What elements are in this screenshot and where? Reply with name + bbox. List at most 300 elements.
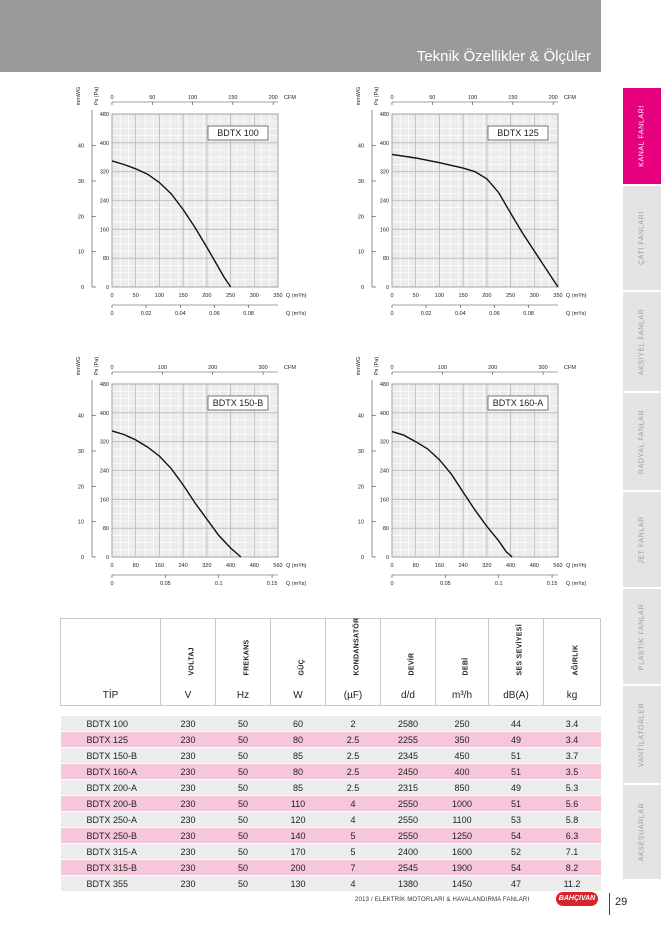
y-tick-pa: 400	[99, 140, 109, 147]
table-cell: 54	[489, 860, 544, 876]
y-tick-mmwg: 20	[77, 484, 84, 491]
side-tab-3[interactable]	[623, 393, 661, 492]
model-label: BDTX 125	[497, 128, 539, 138]
chart-bdtx-100	[70, 84, 306, 330]
table-cell: 2400	[381, 844, 436, 860]
x-axis-title-m3s: Q (m³/s)	[286, 581, 307, 587]
table-row	[61, 860, 601, 876]
x-tick-m3s: 0	[390, 311, 394, 317]
y-axis-title-mmwg: mmWG	[76, 86, 82, 106]
x-tick-m3h: 300	[249, 293, 259, 299]
side-tab-7[interactable]	[623, 785, 661, 881]
cfm-axis-title: CFM	[564, 95, 576, 101]
table-cell: 60	[271, 716, 326, 732]
x-tick-m3h: 400	[505, 563, 516, 569]
table-cell: 50	[216, 796, 271, 812]
x-tick-m3h: 400	[225, 563, 236, 569]
unit-v: V	[161, 685, 216, 706]
x-tick-cfm: 50	[149, 95, 156, 101]
table-cell: BDTX 160-A	[61, 764, 161, 780]
table-cell: 1900	[436, 860, 489, 876]
table-cell: 3.5	[544, 764, 601, 780]
x-tick-cfm: 100	[187, 95, 198, 101]
table-cell: 230	[161, 812, 216, 828]
y-tick-pa: 160	[379, 497, 389, 504]
x-tick-m3s: 0.08	[523, 311, 534, 317]
x-tick-m3s: 0.1	[214, 581, 223, 587]
table-cell: BDTX 200-B	[61, 796, 161, 812]
table-row	[61, 732, 601, 748]
unit-uf: (µF)	[326, 685, 381, 706]
y-tick-pa: 400	[379, 410, 389, 417]
x-tick-m3h: 160	[434, 563, 445, 569]
y-tick-mmwg: 30	[77, 448, 84, 455]
chart-svg	[70, 354, 306, 600]
x-tick-m3h: 350	[553, 293, 563, 299]
table-cell: 50	[216, 876, 271, 892]
y-tick-mmwg: 10	[77, 249, 84, 256]
y-axis-title-mmwg: mmWG	[356, 356, 362, 376]
table-cell: 120	[271, 812, 326, 828]
side-tab-label: PLASTİK FANLAR	[638, 603, 646, 670]
side-tab-6[interactable]	[623, 686, 661, 785]
x-tick-m3h: 0	[110, 293, 114, 299]
table-cell: 1250	[436, 828, 489, 844]
table-row	[61, 844, 601, 860]
table-cell: 2550	[381, 828, 436, 844]
table-cell: BDTX 315-B	[61, 860, 161, 876]
x-axis-title-m3s: Q (m³/s)	[566, 311, 587, 317]
table-cell: BDTX 125	[61, 732, 161, 748]
y-tick-pa: 0	[105, 555, 109, 561]
table-cell: 2545	[381, 860, 436, 876]
unit-dba: dB(A)	[489, 685, 544, 706]
chart-bdtx-125	[350, 84, 586, 330]
cfm-axis-title: CFM	[564, 365, 576, 371]
table-row	[61, 796, 601, 812]
x-tick-cfm: 0	[110, 365, 114, 371]
table-cell: 50	[216, 748, 271, 764]
header-devir: DEVİR	[381, 619, 436, 686]
table-cell: BDTX 250-B	[61, 828, 161, 844]
header-cell-blank	[61, 619, 161, 686]
page-number-divider	[609, 893, 610, 915]
x-tick-m3s: 0.05	[159, 581, 171, 587]
table-cell: 1000	[436, 796, 489, 812]
x-tick-m3h: 250	[505, 293, 516, 299]
x-tick-m3h: 50	[132, 293, 139, 299]
header-guc: GÜÇ	[271, 619, 326, 686]
x-tick-m3s: 0.04	[454, 311, 466, 317]
table-cell: 140	[271, 828, 326, 844]
table-cell: 50	[216, 844, 271, 860]
table-cell: 5	[326, 828, 381, 844]
side-tab-label: RADYAL FANLAR	[638, 409, 646, 474]
table-cell: 400	[436, 764, 489, 780]
y-axis-title-mmwg: mmWG	[356, 86, 362, 106]
unit-kg: kg	[544, 685, 601, 706]
unit-hz: Hz	[216, 685, 271, 706]
table-row	[61, 780, 601, 796]
table-cell: 4	[326, 876, 381, 892]
y-tick-mmwg: 30	[357, 178, 364, 185]
table-cell: 170	[271, 844, 326, 860]
y-axis-title-ps: Ps (Pa)	[374, 86, 380, 106]
header-voltaj: VOLTAJ	[161, 619, 216, 686]
table-cell: 230	[161, 732, 216, 748]
x-tick-cfm: 100	[467, 95, 478, 101]
table-cell: 230	[161, 844, 216, 860]
footer-text: 2013 / ELEKTRİK MOTORLARI & HAVALANDIRMA FANLARI	[355, 897, 530, 903]
model-label: BDTX 160-A	[492, 398, 544, 408]
x-tick-m3h: 80	[132, 563, 139, 569]
table-cell: 11.2	[544, 876, 601, 892]
x-tick-m3s: 0.02	[420, 311, 432, 317]
chart-svg	[350, 354, 586, 600]
y-axis-title-ps: Ps (Pa)	[94, 356, 100, 376]
table-cell: 54	[489, 828, 544, 844]
x-tick-cfm: 200	[548, 95, 558, 101]
y-tick-mmwg: 40	[77, 143, 84, 150]
table-cell: 450	[436, 748, 489, 764]
table-units-row	[61, 685, 601, 706]
x-tick-cfm: 300	[258, 365, 268, 371]
x-tick-cfm: 0	[390, 365, 394, 371]
table-cell: 2.5	[326, 764, 381, 780]
x-tick-m3s: 0.15	[266, 581, 278, 587]
y-tick-pa: 160	[99, 227, 109, 234]
table-cell: BDTX 100	[61, 716, 161, 732]
side-tab-label: KANAL FANLARI	[638, 105, 646, 167]
table-cell: 2.5	[326, 732, 381, 748]
x-tick-m3h: 0	[390, 563, 394, 569]
x-tick-cfm: 200	[268, 95, 278, 101]
table-cell: 4	[326, 796, 381, 812]
table-cell: 1380	[381, 876, 436, 892]
chart-bdtx-150-b	[70, 354, 306, 600]
table-cell: 49	[489, 732, 544, 748]
y-tick-mmwg: 30	[77, 178, 84, 185]
table-cell: 200	[271, 860, 326, 876]
y-tick-mmwg: 0	[360, 285, 364, 291]
x-tick-m3s: 0.15	[546, 581, 558, 587]
page-title: Teknik Özellikler & Ölçüler	[416, 48, 591, 65]
y-tick-mmwg: 0	[80, 285, 84, 291]
x-tick-m3h: 100	[154, 293, 165, 299]
y-tick-pa: 480	[379, 112, 389, 118]
table-cell: 50	[216, 860, 271, 876]
x-tick-cfm: 200	[208, 365, 218, 371]
y-tick-mmwg: 40	[357, 413, 364, 420]
table-cell: 5.8	[544, 812, 601, 828]
table-cell: 49	[489, 780, 544, 796]
x-axis-title-m3h: Q (m³/h)	[286, 293, 307, 299]
table-cell: 50	[216, 716, 271, 732]
y-tick-pa: 80	[102, 256, 109, 263]
table-cell: 50	[216, 780, 271, 796]
table-cell: 230	[161, 876, 216, 892]
y-tick-pa: 240	[379, 198, 389, 205]
table-cell: 80	[271, 764, 326, 780]
table-cell: 80	[271, 732, 326, 748]
x-tick-m3s: 0.1	[494, 581, 503, 587]
table-cell: 4	[326, 812, 381, 828]
y-tick-mmwg: 20	[77, 214, 84, 221]
y-tick-mmwg: 10	[77, 519, 84, 526]
unit-w: W	[271, 685, 326, 706]
side-tab-label: AKSİYEL FANLAR	[638, 308, 646, 375]
table-cell: 44	[489, 716, 544, 732]
table-cell: 230	[161, 860, 216, 876]
table-cell: 3.4	[544, 716, 601, 732]
table-cell: 7	[326, 860, 381, 876]
table-cell: 2315	[381, 780, 436, 796]
unit-tip: TİP	[61, 685, 161, 706]
y-tick-mmwg: 30	[357, 448, 364, 455]
y-axis-title-ps: Ps (Pa)	[374, 356, 380, 376]
x-tick-m3h: 80	[412, 563, 419, 569]
cfm-axis-title: CFM	[284, 365, 296, 371]
x-tick-m3h: 320	[202, 563, 212, 569]
y-tick-pa: 240	[99, 468, 109, 475]
x-tick-cfm: 0	[390, 95, 394, 101]
x-axis-title-m3h: Q (m³/h)	[566, 293, 587, 299]
unit-m3h: m³/h	[436, 685, 489, 706]
table-cell: 2580	[381, 716, 436, 732]
table-cell: 2345	[381, 748, 436, 764]
x-tick-m3h: 560	[273, 563, 283, 569]
x-axis-title-m3h: Q (m³/h)	[566, 563, 587, 569]
table-cell: 47	[489, 876, 544, 892]
x-tick-m3h: 100	[434, 293, 445, 299]
y-tick-pa: 320	[99, 169, 109, 176]
x-tick-m3h: 200	[202, 293, 212, 299]
x-tick-m3h: 150	[458, 293, 468, 299]
table-cell: 2450	[381, 764, 436, 780]
y-tick-mmwg: 40	[357, 143, 364, 150]
table-header-row	[61, 619, 601, 686]
table-cell: 110	[271, 796, 326, 812]
x-tick-m3s: 0.08	[243, 311, 254, 317]
unit-dd: d/d	[381, 685, 436, 706]
x-tick-cfm: 300	[538, 365, 548, 371]
y-tick-mmwg: 0	[80, 555, 84, 561]
y-tick-pa: 400	[379, 140, 389, 147]
x-tick-m3s: 0	[110, 581, 114, 587]
table-cell: 50	[216, 828, 271, 844]
side-tab-4[interactable]	[623, 492, 661, 589]
table-row	[61, 764, 601, 780]
page-number: 29	[615, 896, 628, 908]
table-cell: 2550	[381, 812, 436, 828]
side-tab-0[interactable]	[623, 88, 661, 186]
table-cell: 7.1	[544, 844, 601, 860]
x-tick-cfm: 0	[110, 95, 114, 101]
table-cell: 230	[161, 764, 216, 780]
x-tick-m3h: 50	[412, 293, 419, 299]
x-axis-title-m3h: Q (m³/h)	[286, 563, 307, 569]
table-cell: 85	[271, 780, 326, 796]
x-tick-m3h: 240	[458, 563, 468, 569]
y-tick-pa: 240	[379, 468, 389, 475]
x-tick-cfm: 100	[157, 365, 167, 371]
table-cell: 230	[161, 828, 216, 844]
y-tick-pa: 480	[99, 112, 109, 118]
x-tick-m3s: 0.06	[489, 311, 500, 317]
table-row	[61, 716, 601, 732]
side-tab-label: JET FANLAR	[638, 515, 646, 564]
chart-bdtx-160-a	[350, 354, 586, 600]
x-tick-m3h: 480	[249, 563, 259, 569]
table-row	[61, 828, 601, 844]
x-tick-cfm: 50	[429, 95, 436, 101]
table-cell: 250	[436, 716, 489, 732]
table-cell: 230	[161, 796, 216, 812]
table-cell: 50	[216, 764, 271, 780]
table-cell: 1450	[436, 876, 489, 892]
table-cell: 2550	[381, 796, 436, 812]
table-cell: 50	[216, 812, 271, 828]
side-tab-1[interactable]	[623, 186, 661, 292]
table-cell: 230	[161, 780, 216, 796]
y-tick-mmwg: 0	[360, 555, 364, 561]
side-tab-label: ÇATI FANLARI	[638, 211, 646, 265]
x-tick-m3s: 0.02	[140, 311, 152, 317]
x-tick-cfm: 150	[508, 95, 518, 101]
y-tick-pa: 0	[105, 285, 109, 291]
header-debi: DEBİ	[436, 619, 489, 686]
x-tick-m3h: 200	[482, 293, 492, 299]
y-tick-pa: 480	[379, 382, 389, 388]
table-cell: 5.6	[544, 796, 601, 812]
cfm-axis-title: CFM	[284, 95, 296, 101]
model-label: BDTX 100	[217, 128, 259, 138]
x-tick-m3s: 0	[110, 311, 114, 317]
table-cell: 52	[489, 844, 544, 860]
x-tick-m3h: 480	[529, 563, 539, 569]
side-tab-5[interactable]	[623, 589, 661, 686]
x-tick-m3h: 250	[225, 293, 236, 299]
x-tick-m3h: 150	[178, 293, 188, 299]
y-tick-pa: 320	[379, 169, 389, 176]
table-row	[61, 748, 601, 764]
table-cell: 130	[271, 876, 326, 892]
table-cell: 1100	[436, 812, 489, 828]
y-tick-mmwg: 40	[77, 413, 84, 420]
y-tick-mmwg: 10	[357, 249, 364, 256]
y-tick-pa: 0	[385, 285, 389, 291]
table-cell: 850	[436, 780, 489, 796]
y-tick-mmwg: 10	[357, 519, 364, 526]
x-tick-m3h: 560	[553, 563, 563, 569]
table-cell: 2	[326, 716, 381, 732]
x-tick-m3s: 0.06	[209, 311, 220, 317]
spec-table	[60, 618, 601, 892]
x-tick-m3s: 0.04	[174, 311, 186, 317]
table-cell: 51	[489, 748, 544, 764]
table-cell: 2.5	[326, 748, 381, 764]
y-tick-pa: 160	[99, 497, 109, 504]
table-cell: 230	[161, 748, 216, 764]
x-axis-title-m3s: Q (m³/s)	[286, 311, 307, 317]
table-cell: BDTX 250-A	[61, 812, 161, 828]
header-frekans: FREKANS	[216, 619, 271, 686]
x-tick-m3h: 0	[110, 563, 114, 569]
table-cell: 2255	[381, 732, 436, 748]
x-tick-m3h: 160	[154, 563, 165, 569]
y-tick-pa: 80	[102, 526, 109, 533]
y-tick-pa: 320	[99, 439, 109, 446]
table-cell: 50	[216, 732, 271, 748]
model-label: BDTX 150-B	[212, 398, 264, 408]
table-cell: 5.3	[544, 780, 601, 796]
side-tab-2[interactable]	[623, 292, 661, 393]
table-row	[61, 812, 601, 828]
y-tick-pa: 80	[382, 526, 389, 533]
x-axis-title-m3s: Q (m³/s)	[566, 581, 587, 587]
table-cell: 85	[271, 748, 326, 764]
header-ses-seviyesi: SES SEVİYESİ	[489, 619, 544, 686]
x-tick-cfm: 200	[488, 365, 498, 371]
y-tick-pa: 0	[385, 555, 389, 561]
x-tick-cfm: 150	[228, 95, 238, 101]
chart-svg	[70, 84, 306, 330]
y-tick-pa: 400	[99, 410, 109, 417]
x-tick-m3s: 0.05	[439, 581, 451, 587]
y-tick-pa: 160	[379, 227, 389, 234]
x-tick-m3h: 240	[178, 563, 188, 569]
table-row	[61, 876, 601, 892]
header-kondansator: KONDANSATÖR	[326, 619, 381, 686]
x-tick-cfm: 100	[437, 365, 447, 371]
brand-logo: BAHÇIVAN	[556, 892, 598, 906]
y-tick-mmwg: 20	[357, 214, 364, 221]
table-cell: 3.4	[544, 732, 601, 748]
x-tick-m3h: 0	[390, 293, 394, 299]
side-tab-label: AKSESUARLAR	[638, 802, 646, 862]
table-cell: BDTX 315-A	[61, 844, 161, 860]
table-cell: 350	[436, 732, 489, 748]
table-cell: 230	[161, 716, 216, 732]
x-tick-m3s: 0	[390, 581, 394, 587]
y-tick-pa: 480	[99, 382, 109, 388]
x-tick-m3h: 320	[482, 563, 492, 569]
table-cell: 3.7	[544, 748, 601, 764]
table-cell: BDTX 150-B	[61, 748, 161, 764]
table-cell: 51	[489, 764, 544, 780]
x-tick-m3h: 300	[529, 293, 539, 299]
chart-svg	[350, 84, 586, 330]
y-axis-title-ps: Ps (Pa)	[94, 86, 100, 106]
y-tick-mmwg: 20	[357, 484, 364, 491]
y-tick-pa: 80	[382, 256, 389, 263]
side-tab-label: VANTİLATÖRLER	[638, 702, 646, 767]
header-agirlik: AĞIRLIK	[544, 619, 601, 686]
table-cell: BDTX 355	[61, 876, 161, 892]
table-cell: 8.2	[544, 860, 601, 876]
table-cell: 1600	[436, 844, 489, 860]
table-cell: 5	[326, 844, 381, 860]
y-tick-pa: 320	[379, 439, 389, 446]
y-tick-pa: 240	[99, 198, 109, 205]
table-cell: 2.5	[326, 780, 381, 796]
y-axis-title-mmwg: mmWG	[76, 356, 82, 376]
table-cell: 51	[489, 796, 544, 812]
table-cell: 53	[489, 812, 544, 828]
table-cell: 6.3	[544, 828, 601, 844]
table-cell: BDTX 200-A	[61, 780, 161, 796]
x-tick-m3h: 350	[273, 293, 283, 299]
